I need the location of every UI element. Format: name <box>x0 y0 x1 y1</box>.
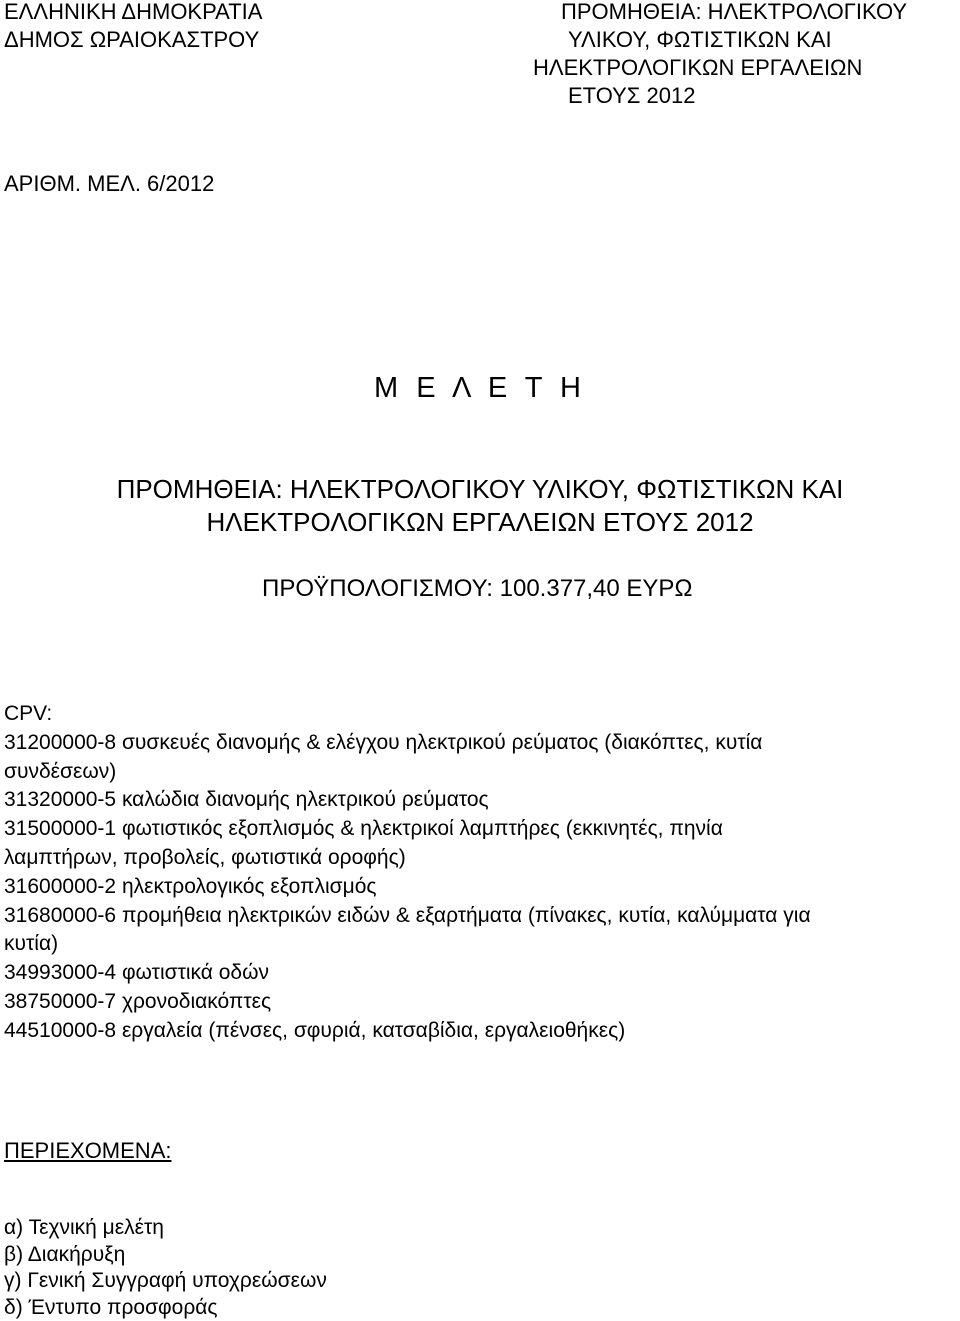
study-reference-number: ΑΡΙΘΜ. ΜΕΛ. 6/2012 <box>4 171 215 196</box>
cpv-line: 31200000-8 συσκευές διανομής & ελέγχου ηλεκτρικού ρεύματος (διακόπτες, κυτία <box>4 730 763 754</box>
study-subject-line-1: ΠΡΟΜΗΘΕΙΑ: ΗΛΕΚΤΡΟΛΟΓΙΚΟΥ ΥΛΙΚΟΥ, ΦΩΤΙΣΤΙΚΩΝ ΚΑΙ <box>116 474 844 504</box>
cpv-line: 31320000-5 καλώδια διανομής ηλεκτρικού ρεύματος <box>4 788 489 812</box>
contents-heading: ΠΕΡΙΕΧΟΜΕΝΑ: <box>4 1138 172 1163</box>
header-subject-line-2: ΥΛΙΚΟΥ, ΦΩΤΙΣΤΙΚΩΝ ΚΑΙ <box>568 27 832 52</box>
contents-item: β) Διακήρυξη <box>4 1242 126 1266</box>
contents-item: γ) Γενική Συγγραφή υποχρεώσεων <box>4 1269 327 1292</box>
issuer-block <box>4 0 262 54</box>
header-subject-line-1: ΠΡΟΜΗΘΕΙΑ: ΗΛΕΚΤΡΟΛΟΓΙΚΟΥ <box>561 0 908 24</box>
cpv-line: 31500000-1 φωτιστικός εξοπλισμός & ηλεκτρικοί λαμπτήρες (εκκινητές, πηνία <box>4 817 723 841</box>
contents-list <box>4 1215 327 1321</box>
cpv-line: 38750000-7 χρονοδιακόπτες <box>4 989 272 1013</box>
contents-item: δ) Έντυπο προσφοράς <box>4 1295 218 1319</box>
budget-amount: ΠΡΟΫΠΟΛΟΓΙΣΜΟΥ: 100.377,40 ΕΥΡΩ <box>262 575 693 602</box>
cpv-line: 31600000-2 ηλεκτρολογικός εξοπλισμός <box>4 874 377 898</box>
document-title: Μ Ε Λ Ε Τ Η <box>374 372 586 404</box>
cpv-line: 31680000-6 προμήθεια ηλεκτρικών ειδών & εξαρτήματα (πίνακες, κυτία, καλύμματα για <box>4 903 811 927</box>
header-subject-year: ΕΤΟΥΣ 2012 <box>568 83 696 108</box>
issuer-municipality: ΔΗΜΟΣ ΩΡΑΙΟΚΑΣΤΡΟΥ <box>4 27 260 52</box>
contents-item: α) Τεχνική μελέτη <box>4 1216 164 1239</box>
cpv-section <box>4 700 960 1046</box>
cpv-label: CPV: <box>4 702 53 725</box>
header-subject-line-3: ΗΛΕΚΤΡΟΛΟΓΙΚΩΝ ΕΡΓΑΛΕΙΩΝ <box>533 55 863 80</box>
cpv-line: 34993000-4 φωτιστικά οδών <box>4 961 270 985</box>
study-subject-line-2: ΗΛΕΚΤΡΟΛΟΓΙΚΩΝ ΕΡΓΑΛΕΙΩΝ ΕΤΟΥΣ 2012 <box>206 507 754 537</box>
cpv-line: συνδέσεων) <box>4 759 117 783</box>
cpv-line: 44510000-8 εργαλεία (πένσες, σφυριά, κατσαβίδια, εργαλειοθήκες) <box>4 1018 626 1042</box>
issuer-country: ΕΛΛΗΝΙΚΗ ΔΗΜΟΚΡΑΤΙΑ <box>4 0 263 24</box>
cpv-line: λαμπτήρων, προβολείς, φωτιστικά οροφής) <box>4 845 406 869</box>
cpv-line: κυτία) <box>4 932 59 956</box>
